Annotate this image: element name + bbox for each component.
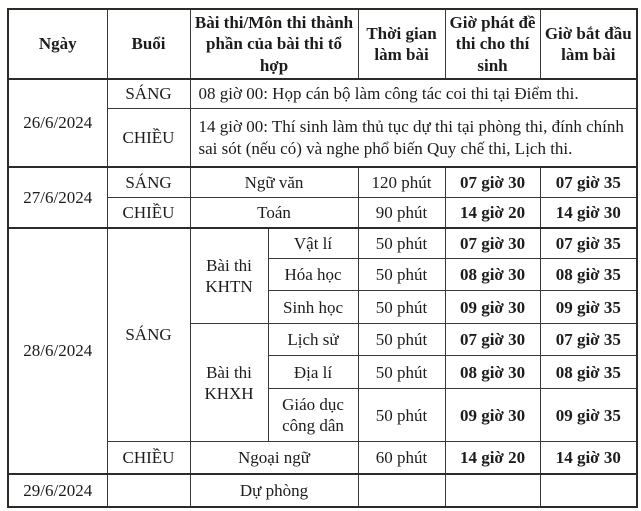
duration-cell: 60 phút	[358, 442, 445, 474]
duration-cell: 50 phút	[358, 228, 445, 259]
header-start: Giờ bắt đầu làm bài	[540, 9, 637, 79]
table-row	[8, 167, 637, 198]
exam-group-cell: Bài thi KHTN	[190, 228, 268, 324]
session-cell: SÁNG	[107, 79, 190, 109]
start-time-cell: 07 giờ 35	[540, 228, 637, 259]
note-cell: 08 giờ 00: Họp cán bộ làm công tác coi thi tại Điểm thi.	[190, 79, 637, 109]
start-time-cell: 09 giờ 35	[540, 389, 637, 442]
start-time-cell	[540, 474, 637, 507]
subject-cell: Địa lí	[268, 356, 358, 389]
session-cell: CHIỀU	[107, 109, 190, 167]
date-cell: 27/6/2024	[8, 167, 107, 228]
start-time-cell: 08 giờ 35	[540, 356, 637, 389]
handout-time-cell: 08 giờ 30	[445, 356, 540, 389]
subject-cell: Toán	[190, 198, 358, 228]
header-session: Buổi	[107, 9, 190, 79]
session-cell: SÁNG	[107, 167, 190, 198]
date-cell: 26/6/2024	[8, 79, 107, 167]
note-cell: 14 giờ 00: Thí sinh làm thủ tục dự thi tại phòng thi, đính chính sai sót (nếu có) và nghe phổ biến Quy chế thi, Lịch thi.	[190, 109, 637, 167]
subject-cell: Ngoại ngữ	[190, 442, 358, 474]
start-time-cell: 09 giờ 35	[540, 291, 637, 324]
handout-time-cell: 08 giờ 30	[445, 259, 540, 291]
handout-time-cell: 07 giờ 30	[445, 167, 540, 198]
duration-cell: 50 phút	[358, 259, 445, 291]
handout-time-cell: 09 giờ 30	[445, 291, 540, 324]
date-cell: 28/6/2024	[8, 228, 107, 474]
handout-time-cell: 14 giờ 20	[445, 442, 540, 474]
start-time-cell: 14 giờ 30	[540, 442, 637, 474]
duration-cell: 120 phút	[358, 167, 445, 198]
exam-group-cell: Bài thi KHXH	[190, 324, 268, 442]
subject-cell: Sinh học	[268, 291, 358, 324]
start-time-cell: 08 giờ 35	[540, 259, 637, 291]
session-cell	[107, 474, 190, 507]
header-duration: Thời gian làm bài	[358, 9, 445, 79]
table-row	[8, 474, 637, 507]
table-row	[8, 79, 637, 109]
subject-cell: Hóa học	[268, 259, 358, 291]
header-date: Ngày	[8, 9, 107, 79]
session-cell: CHIỀU	[107, 198, 190, 228]
subject-cell: Lịch sử	[268, 324, 358, 356]
duration-cell: 50 phút	[358, 291, 445, 324]
start-time-cell: 07 giờ 35	[540, 167, 637, 198]
table-row	[8, 228, 637, 259]
date-cell: 29/6/2024	[8, 474, 107, 507]
duration-cell: 90 phút	[358, 198, 445, 228]
subject-cell: Giáo dục công dân	[268, 389, 358, 442]
handout-time-cell: 07 giờ 30	[445, 228, 540, 259]
session-cell: SÁNG	[107, 228, 190, 442]
duration-cell: 50 phút	[358, 389, 445, 442]
handout-time-cell	[445, 474, 540, 507]
handout-time-cell: 09 giờ 30	[445, 389, 540, 442]
header-row	[8, 9, 637, 79]
subject-cell: Dự phòng	[190, 474, 358, 507]
subject-cell: Vật lí	[268, 228, 358, 259]
start-time-cell: 14 giờ 30	[540, 198, 637, 228]
handout-time-cell: 07 giờ 30	[445, 324, 540, 356]
header-exam: Bài thi/Môn thi thành phần của bài thi tổ hợp	[190, 9, 358, 79]
duration-cell: 50 phút	[358, 324, 445, 356]
duration-cell	[358, 474, 445, 507]
start-time-cell: 07 giờ 35	[540, 324, 637, 356]
subject-cell: Ngữ văn	[190, 167, 358, 198]
header-handout: Giờ phát đề thi cho thí sinh	[445, 9, 540, 79]
exam-schedule-table	[7, 8, 638, 508]
session-cell: CHIỀU	[107, 442, 190, 474]
handout-time-cell: 14 giờ 20	[445, 198, 540, 228]
duration-cell: 50 phút	[358, 356, 445, 389]
